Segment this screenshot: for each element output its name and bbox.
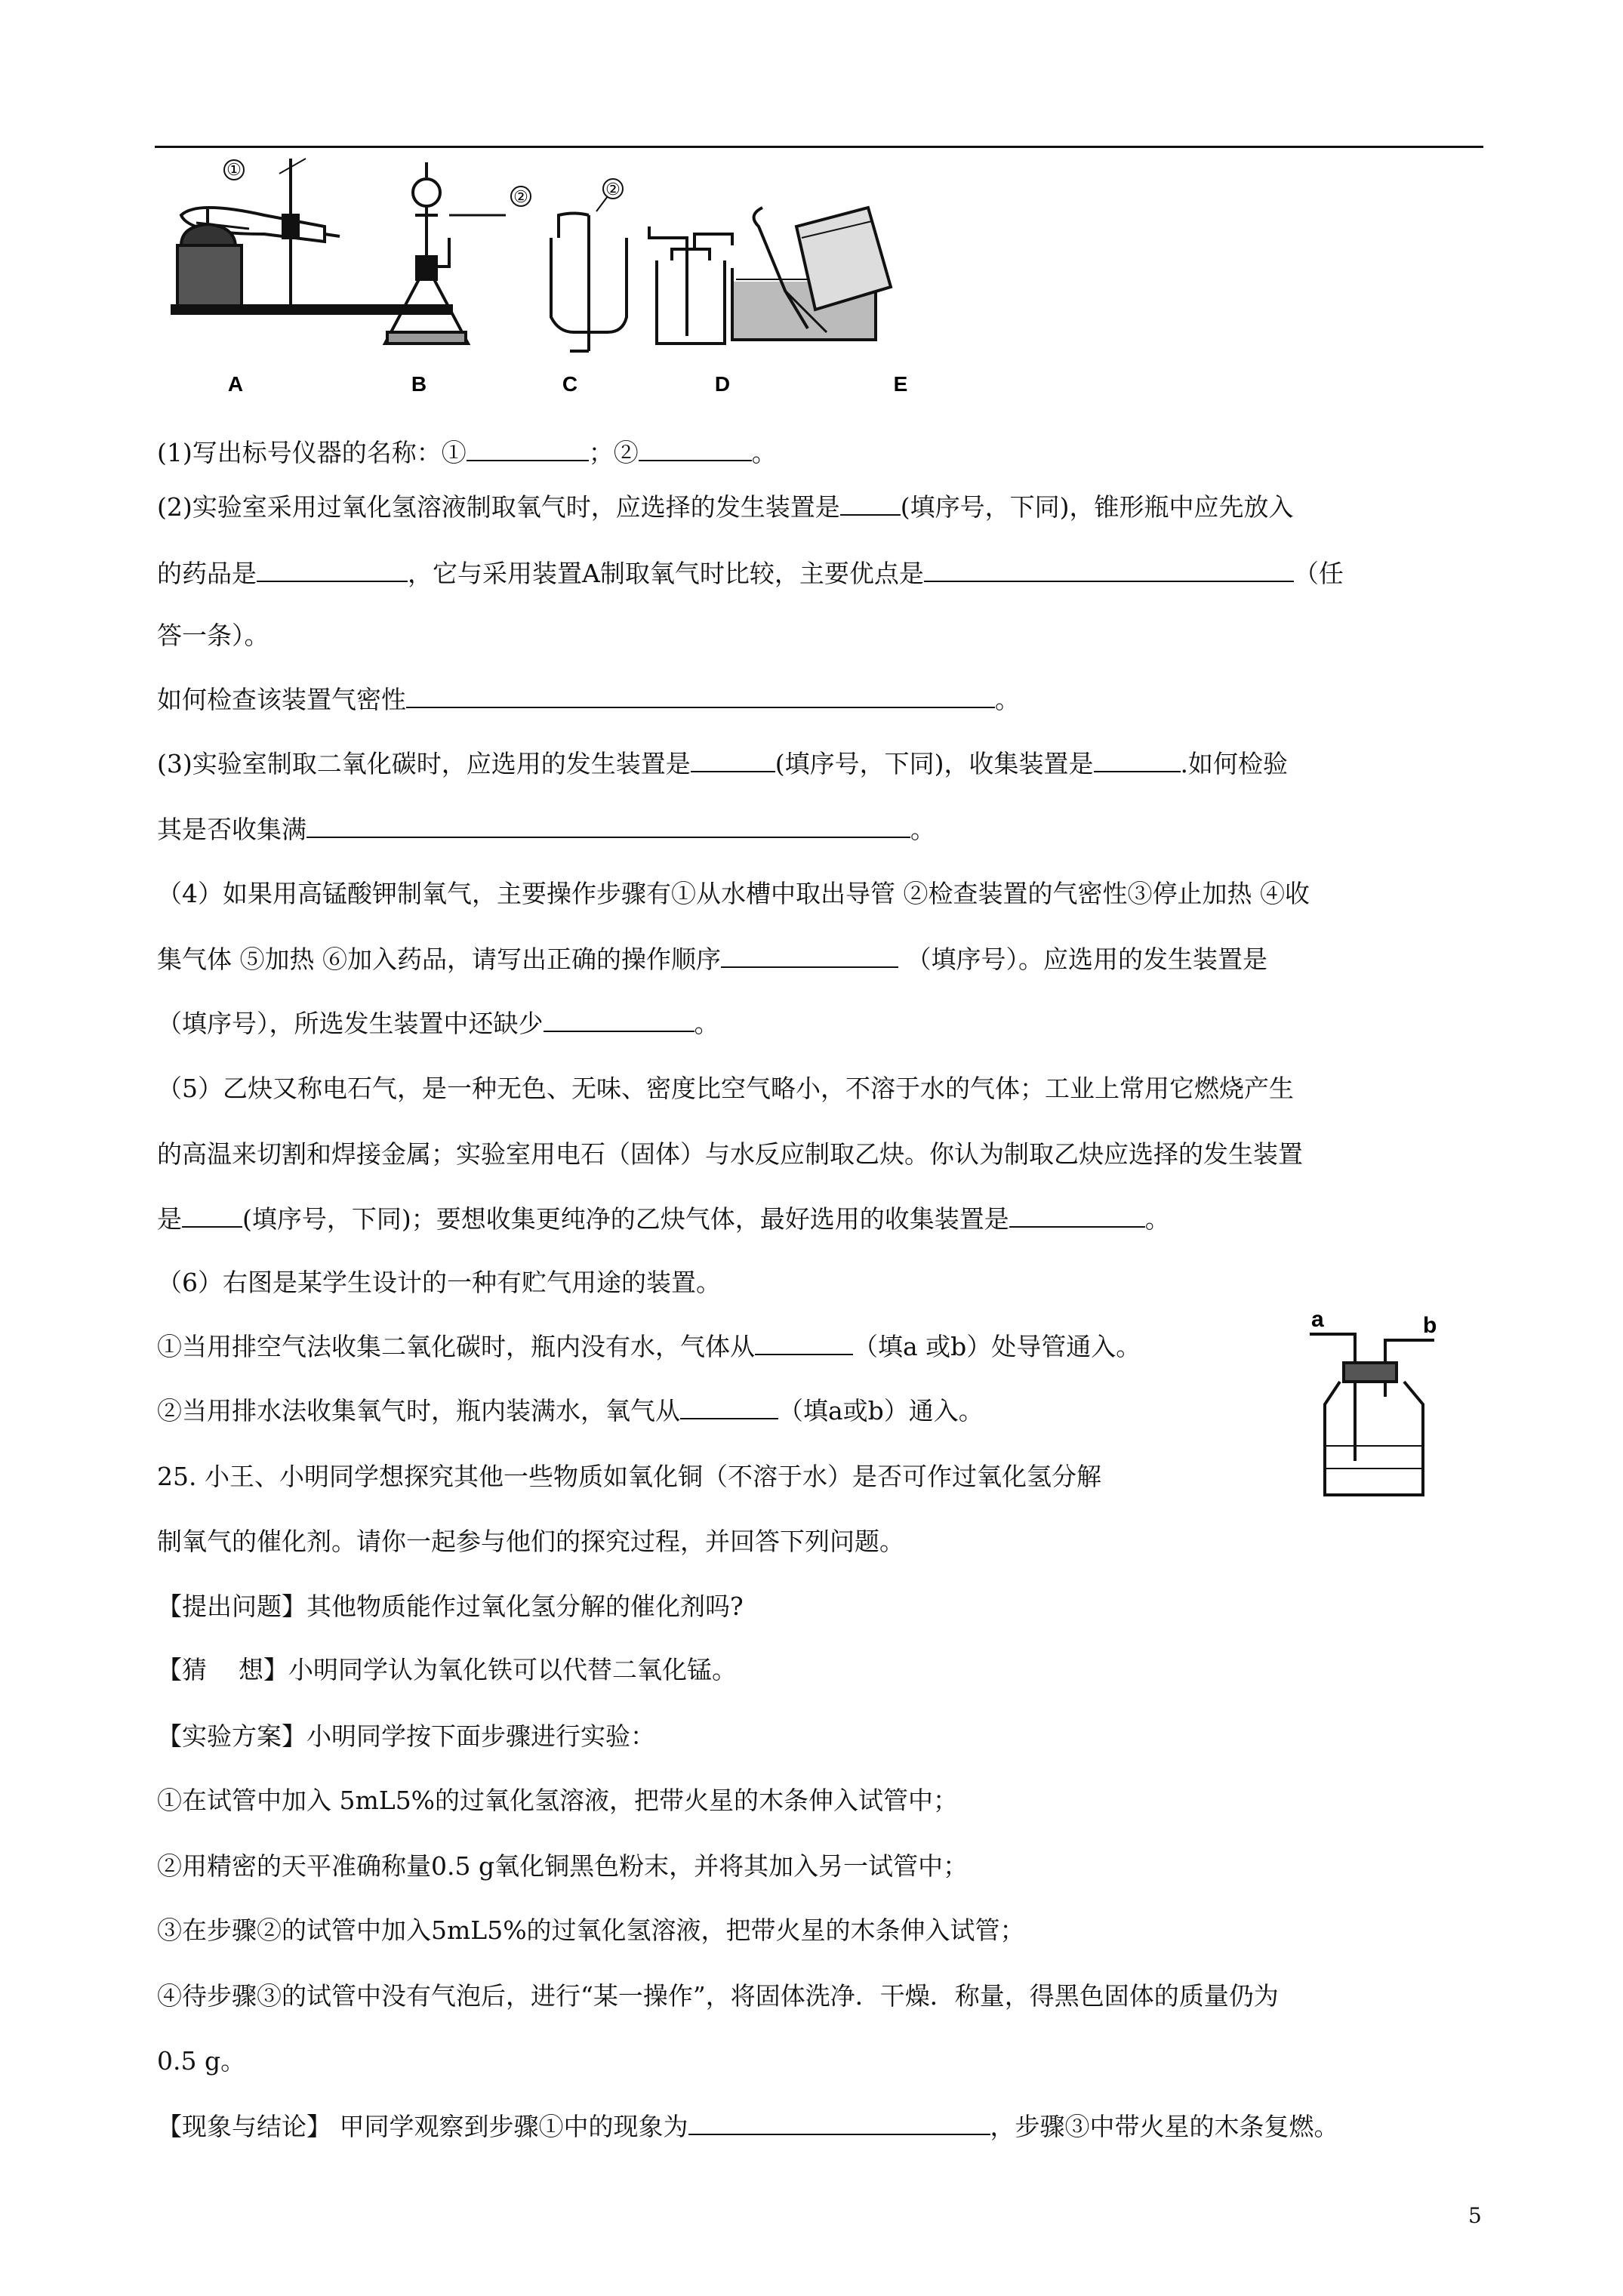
q6-blank-1[interactable]: [755, 1331, 853, 1355]
q25-blank-1[interactable]: [688, 2111, 990, 2135]
q25-line-7: ②用精密的天平准确称量0.5 g氧化铜黑色粉末，并将其加入另一试管中；: [157, 1851, 969, 1881]
label-d: D: [714, 372, 731, 396]
q25-line-9: ④待步骤③的试管中没有气泡后，进行“某一操作”，将固体洗净．干燥．称量，得黑色固体的质量仍为: [157, 1981, 1279, 2011]
apparatus-b: [385, 162, 531, 344]
q2-blank-4[interactable]: [406, 684, 995, 708]
bottle-label-b: b: [1423, 1313, 1437, 1338]
q3-blank-1[interactable]: [691, 748, 775, 772]
q1-blank-2[interactable]: [639, 437, 752, 461]
q4-line-1: （4）如果用高锰酸钾制氧气，主要操作步骤有①从水槽中取出导管 ②检查装置的气密性③停止加热 ④收: [157, 879, 1310, 908]
q1-blank-1[interactable]: [467, 437, 589, 461]
label-b: B: [411, 372, 427, 396]
gas-bottle-figure: [1302, 1307, 1453, 1506]
q3-blank-3[interactable]: [306, 814, 910, 838]
label-a: A: [227, 372, 244, 396]
q3-line-2: 其是否收集满 。: [157, 815, 935, 844]
apparatus-c: [551, 179, 627, 351]
q2-line-4: 如何检查该装置气密性 。: [157, 685, 1020, 714]
q3-blank-2[interactable]: [1094, 748, 1181, 772]
q25-line-2: 制氧气的催化剂。请你一起参与他们的探究过程，并回答下列问题。: [157, 1527, 904, 1556]
page-number: 5: [1468, 2203, 1482, 2228]
header-rule: [155, 146, 1483, 148]
bottle-label-a: a: [1311, 1307, 1324, 1332]
mark-3: ②: [605, 180, 621, 199]
apparatus-figure: [151, 155, 906, 408]
q2-blank-3[interactable]: [924, 558, 1294, 582]
apparatus-d: [649, 227, 732, 344]
label-c: C: [562, 372, 578, 396]
apparatus-a: [172, 159, 451, 313]
q4-blank-1[interactable]: [721, 944, 898, 968]
q6-line-2: ①当用排空气法收集二氧化碳时，瓶内没有水，气体从 （填a 或b）处导管通入。: [157, 1332, 1141, 1361]
q25-line-3: 【提出问题】其他物质能作过氧化氢分解的催化剂吗?: [157, 1592, 744, 1621]
q2-line-2: 的药品是 ，它与采用装置A制取氧气时比较，主要优点是 （任: [157, 559, 1344, 588]
q6-line-3: ②当用排水法收集氧气时，瓶内装满水，氧气从 （填a或b）通入。: [157, 1396, 984, 1425]
label-e: E: [893, 372, 908, 396]
q2-blank-2[interactable]: [257, 558, 408, 582]
q3-line-1: (3)实验室制取二氧化碳时，应选用的发生装置是 (填序号，下同)，收集装置是 .如何检验: [157, 749, 1288, 778]
q25-line-5: 【实验方案】小明同学按下面步骤进行实验：: [157, 1721, 655, 1751]
q25-line-6: ①在试管中加入 5mL5%的过氧化氢溶液，把带火星的木条伸入试管中；: [157, 1786, 959, 1815]
q4-line-3: （填序号），所选发生装置中还缺少 。: [157, 1009, 719, 1038]
q5-line-1: （5）乙炔又称电石气，是一种无色、无味、密度比空气略小，不溶于水的气体；工业上常用它燃烧产生: [157, 1074, 1294, 1103]
q1-line: (1)写出标号仪器的名称：① ；② 。: [157, 438, 777, 467]
q4-line-2: 集气体 ⑤加热 ⑥加入药品，请写出正确的操作顺序 （填序号）。应选用的发生装置是: [157, 945, 1267, 974]
q25-line-11: 【现象与结论】 甲同学观察到步骤①中的现象为 ，步骤③中带火星的木条复燃。: [157, 2112, 1339, 2141]
q5-blank-1[interactable]: [182, 1203, 242, 1228]
q25-line-1: 25. 小王、小明同学想探究其他一些物质如氧化铜（不溶于水）是否可作过氧化氢分解: [157, 1462, 1101, 1491]
q5-line-3: 是 (填序号，下同)；要想收集更纯净的乙炔气体，最好选用的收集装置是 。: [157, 1204, 1170, 1234]
q25-line-10: 0.5 g。: [157, 2046, 246, 2076]
q2-line-3: 答一条）。: [157, 621, 269, 650]
q5-line-2: 的高温来切割和焊接金属；实验室用电石（固体）与水反应制取乙炔。你认为制取乙炔应选择的发生装置: [157, 1139, 1303, 1169]
q6-line-1: （6）右图是某学生设计的一种有贮气用途的装置。: [157, 1268, 721, 1297]
q4-blank-2[interactable]: [544, 1008, 694, 1032]
q25-line-4: 【猜 想】小明同学认为氧化铁可以代替二氧化锰。: [157, 1655, 737, 1684]
q5-blank-2[interactable]: [1009, 1203, 1145, 1228]
q2-line-1: (2)实验室采用过氧化氢溶液制取氧气时，应选择的发生装置是 (填序号，下同)，锥形瓶中应先放入: [157, 492, 1294, 522]
q25-line-8: ③在步骤②的试管中加入5mL5%的过氧化氢溶液，把带火星的木条伸入试管；: [157, 1915, 1025, 1945]
q6-blank-2[interactable]: [680, 1395, 778, 1419]
mark-1: ①: [226, 161, 242, 180]
q2-blank-1[interactable]: [840, 492, 901, 516]
apparatus-e: [732, 208, 891, 340]
mark-2: ②: [513, 188, 528, 207]
